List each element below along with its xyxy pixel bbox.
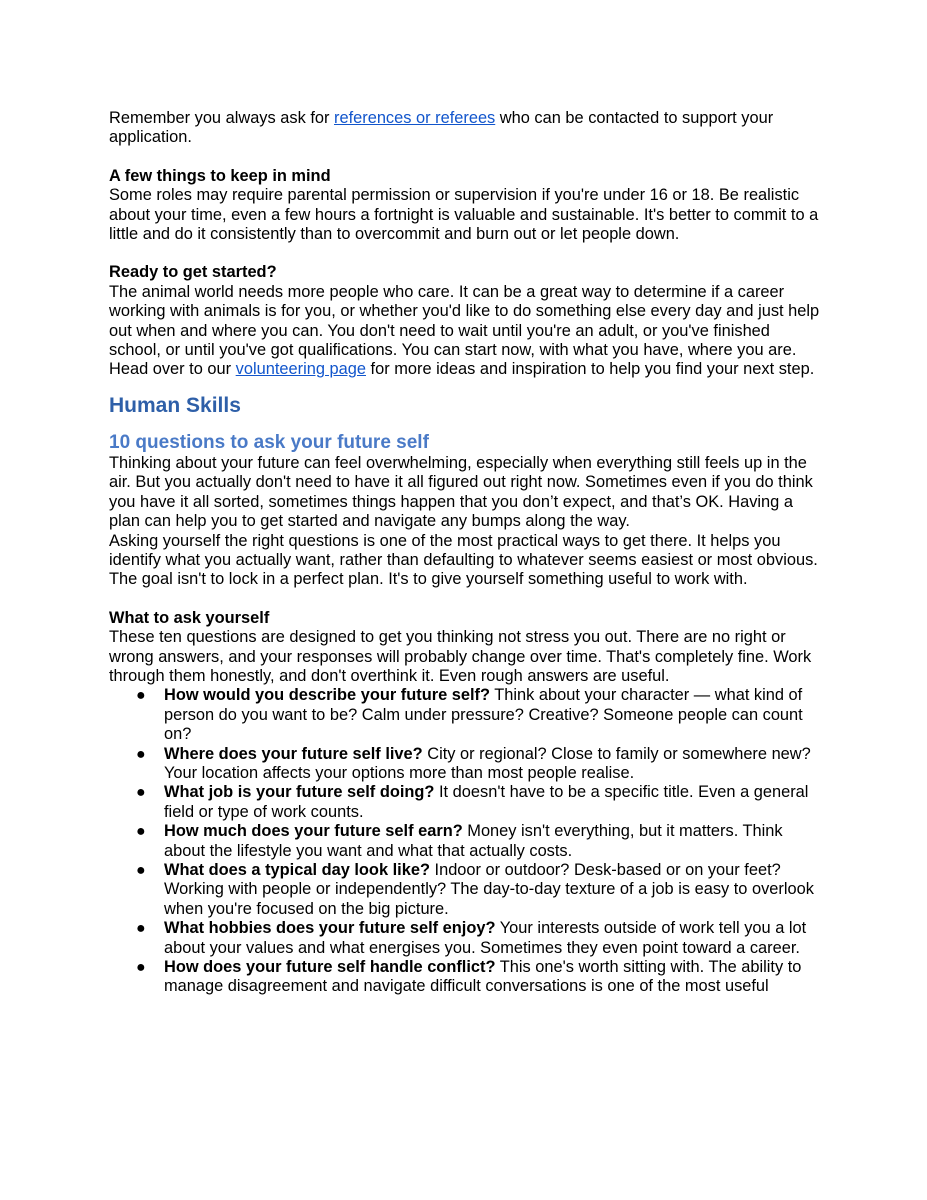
get-started-body: The animal world needs more people who care. It can be a great way to determine if a career working with animals is for you, or whether you'd like to do something else every day and just help out when and where you can. You don't need to wait until you're an adult, or you've finished school, or until you've got qualifications. You can start now, with what you have, where you are. — [109, 282, 820, 360]
list-item — [109, 822, 821, 861]
question-text: How does your future self handle conflict? — [164, 958, 496, 977]
future-self-heading: 10 questions to ask your future self — [109, 431, 429, 453]
question-text: What does a typical day look like? — [164, 861, 430, 879]
bullet-icon: ● — [136, 745, 146, 763]
keep-in-mind-body: Some roles may require parental permission or supervision if you're under 16 or 18. Be realistic about your time, even a few hours a fortnight is valuable and sustainable. It's better to commit to a little and do it consistently than to overcommit and burn out or let people down. — [109, 186, 819, 244]
questions-list — [109, 686, 821, 997]
head-over-paragraph — [109, 360, 821, 379]
question-answer: City or regional? Close to family or somewhere new? Your location affects your options more than most people realise. — [164, 744, 811, 782]
spacer — [109, 244, 821, 263]
list-item — [109, 919, 821, 958]
document-page — [109, 109, 821, 997]
question-text: What hobbies does your future self enjoy? — [164, 919, 496, 938]
question-answer: Your interests outside of work tell you a lot about your values and what energises you. Sometimes they even point toward a career. — [164, 919, 807, 957]
ask-yourself-heading: What to ask yourself — [109, 608, 270, 627]
bullet-icon: ● — [136, 687, 146, 705]
bullet-icon: ● — [136, 784, 146, 802]
spacer — [109, 590, 821, 609]
question-answer: Money isn't everything, but it matters. Think about the lifestyle you want and what that actually costs. — [164, 822, 783, 860]
question-text: Where does your future self live? — [164, 744, 423, 763]
bullet-icon: ● — [136, 862, 146, 879]
keep-in-mind-heading: A few things to keep in mind — [109, 166, 331, 185]
spacer — [109, 380, 821, 393]
question-answer: Think about your character — what kind of person do you want to be? Calm under pressure? Creative? Someone people can count on? — [164, 686, 803, 744]
future-self-intro-2: Asking yourself the right questions is one of the most practical ways to get there. It helps you identify what you actually want, rather than defaulting to whatever seems easiest or most obvious. The goal isn't to lock in a perfect plan. It's to give yourself something useful to work with. — [109, 531, 818, 589]
human-skills-heading: Human Skills — [109, 393, 241, 417]
question-text: What job is your future self doing? — [164, 783, 435, 802]
references-text-after: who can be contacted to support your application. — [109, 109, 774, 147]
question-answer: It doesn't have to be a specific title. Even a general field or type of work counts. — [164, 783, 809, 821]
question-answer: Indoor or outdoor? Desk-based or on your feet? Working with people or independently? The day-to-day texture of a job is easy to overlook when you're focused on the big picture. — [164, 861, 814, 918]
bullet-icon: ● — [136, 920, 146, 938]
question-text: How would you describe your future self? — [164, 686, 491, 705]
spacer — [109, 148, 821, 167]
bullet-icon: ● — [136, 823, 146, 841]
list-item — [109, 958, 821, 997]
references-text-before: Remember you always ask for — [109, 109, 334, 127]
references-paragraph — [109, 109, 821, 148]
list-item — [109, 745, 821, 784]
head-over-text-after: for more ideas and inspiration to help you find your next step. — [365, 360, 815, 379]
list-item — [109, 686, 821, 744]
list-item — [109, 861, 821, 919]
question-answer: This one's worth sitting with. The ability to manage disagreement and navigate difficult conversations is one of the most useful — [164, 958, 802, 996]
volunteering-page-link[interactable]: volunteering page — [235, 360, 366, 379]
bullet-icon: ● — [136, 959, 146, 977]
future-self-intro-1: Thinking about your future can feel overwhelming, especially when everything still feels up in the air. But you actually don't need to have it all figured out right now. Sometimes even if you do think you have it all sorted, sometimes things happen that you don’t expect, and that’s OK. Having a plan can help you to get started and navigate any bumps along the way. — [109, 453, 813, 531]
ask-yourself-body: These ten questions are designed to get you thinking not stress you out. There are no right or wrong answers, and your responses will probably change over time. That's completely fine. Work through them honestly, and don't overthink it. Even rough answers are useful. — [109, 628, 812, 685]
head-over-text-before: Head over to our — [109, 360, 236, 379]
spacer — [109, 419, 821, 432]
get-started-heading: Ready to get started? — [109, 263, 277, 282]
question-text: How much does your future self earn? — [164, 822, 463, 841]
list-item — [109, 783, 821, 822]
references-link[interactable]: references or referees — [334, 109, 496, 127]
